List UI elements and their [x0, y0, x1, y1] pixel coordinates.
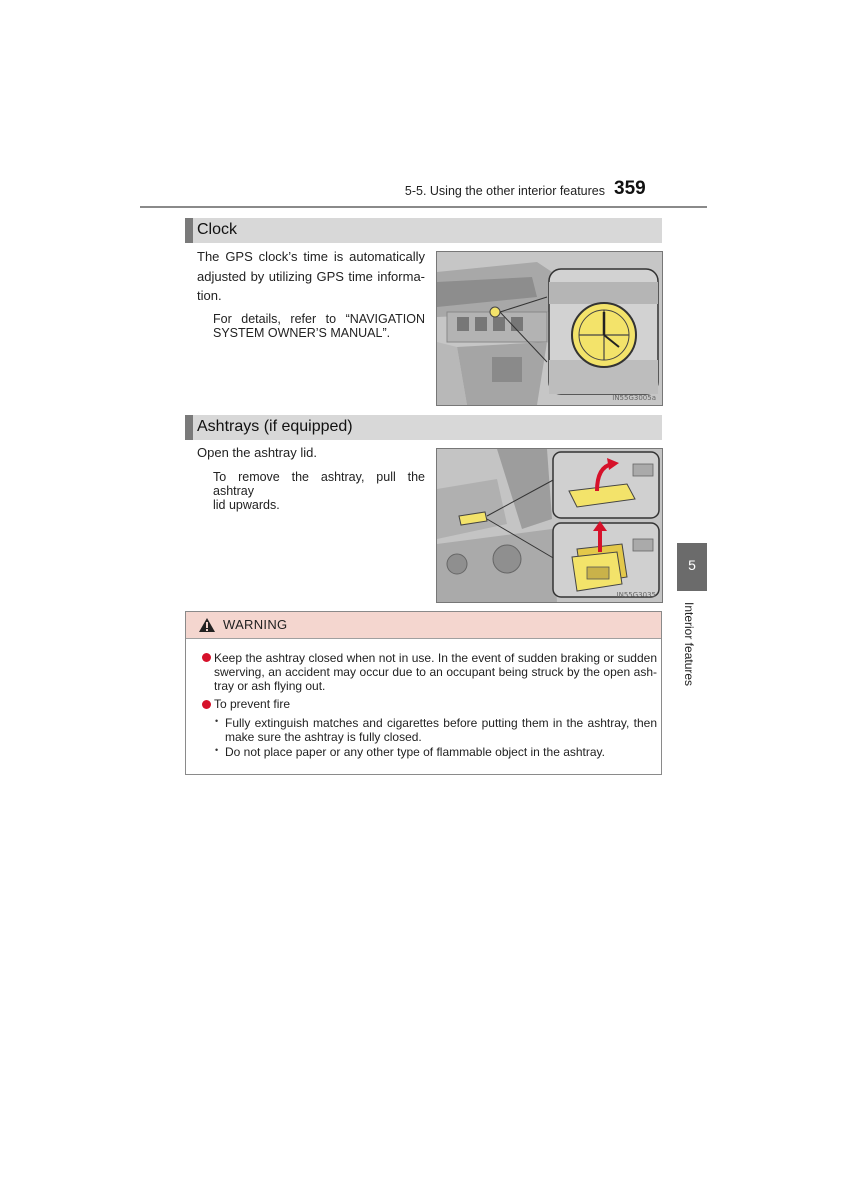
clock-note	[213, 312, 425, 340]
clock-body-line-1: The GPS clock’s time is automatically	[197, 249, 425, 264]
warning-sub-bullet-2: •	[215, 745, 219, 755]
ashtrays-note	[213, 470, 425, 512]
warning-sub-bullet-1: •	[215, 716, 219, 726]
ashtrays-body: Open the ashtray lid.	[197, 445, 317, 460]
chapter-tab-number: 5	[688, 557, 696, 573]
warning-sub-item-1-line-1: Fully extinguish matches and cigarettes before putting them in the ashtray, then	[225, 716, 657, 730]
warning-item-1-line-2: swerving, an accident may occur due to an occupant being struck by the open ash-	[214, 665, 657, 679]
clock-note-line-2: SYSTEM OWNER’S MANUAL”.	[213, 326, 391, 340]
page-number: 359	[614, 178, 646, 199]
section-heading-clock-text: Clock	[197, 221, 238, 238]
warning-box	[185, 611, 662, 775]
ashtray-illustration	[437, 449, 662, 602]
clock-figure	[436, 251, 663, 406]
header-rule	[140, 206, 707, 208]
clock-body	[197, 247, 425, 306]
warning-item-1	[214, 651, 657, 693]
clock-figure-code: IN55G3005a	[612, 394, 656, 402]
section-heading-clock	[185, 218, 662, 243]
warning-triangle-icon	[198, 617, 216, 633]
warning-header	[186, 612, 661, 639]
section-heading-ashtrays	[185, 415, 662, 440]
section-heading-ashtrays-text: Ashtrays (if equipped)	[197, 418, 353, 435]
warning-sub-item-2: Do not place paper or any other type of flammable object in the ashtray.	[225, 745, 605, 759]
clock-illustration	[437, 252, 662, 405]
warning-sub-item-1	[225, 716, 657, 744]
running-header-section: 5-5. Using the other interior features	[404, 184, 605, 198]
ashtrays-note-line-2: lid upwards.	[213, 498, 280, 512]
warning-item-2: To prevent fire	[214, 697, 291, 711]
ashtray-figure-code: IN55G3035	[616, 591, 656, 599]
warning-bullet-2	[202, 700, 211, 709]
warning-bullet-1	[202, 653, 211, 662]
warning-item-1-line-3: tray or ash flying out.	[214, 679, 326, 693]
warning-title: WARNING	[223, 617, 288, 632]
chapter-tab-label	[682, 602, 698, 692]
chapter-tab	[677, 543, 707, 591]
warning-item-1-line-1: Keep the ashtray closed when not in use. In the event of sudden braking or sudden	[214, 651, 657, 665]
clock-body-line-3: tion.	[197, 288, 222, 303]
clock-body-line-2: adjusted by utilizing GPS time informa-	[197, 268, 425, 284]
clock-note-line-1: For details, refer to “NAVIGATION	[213, 312, 425, 326]
chapter-tab-title: Interior features	[682, 602, 696, 687]
ashtrays-note-line-1: To remove the ashtray, pull the ashtray	[213, 470, 425, 498]
warning-sub-item-1-line-2: make sure the ashtray is fully closed.	[225, 730, 422, 744]
ashtray-figure	[436, 448, 663, 603]
